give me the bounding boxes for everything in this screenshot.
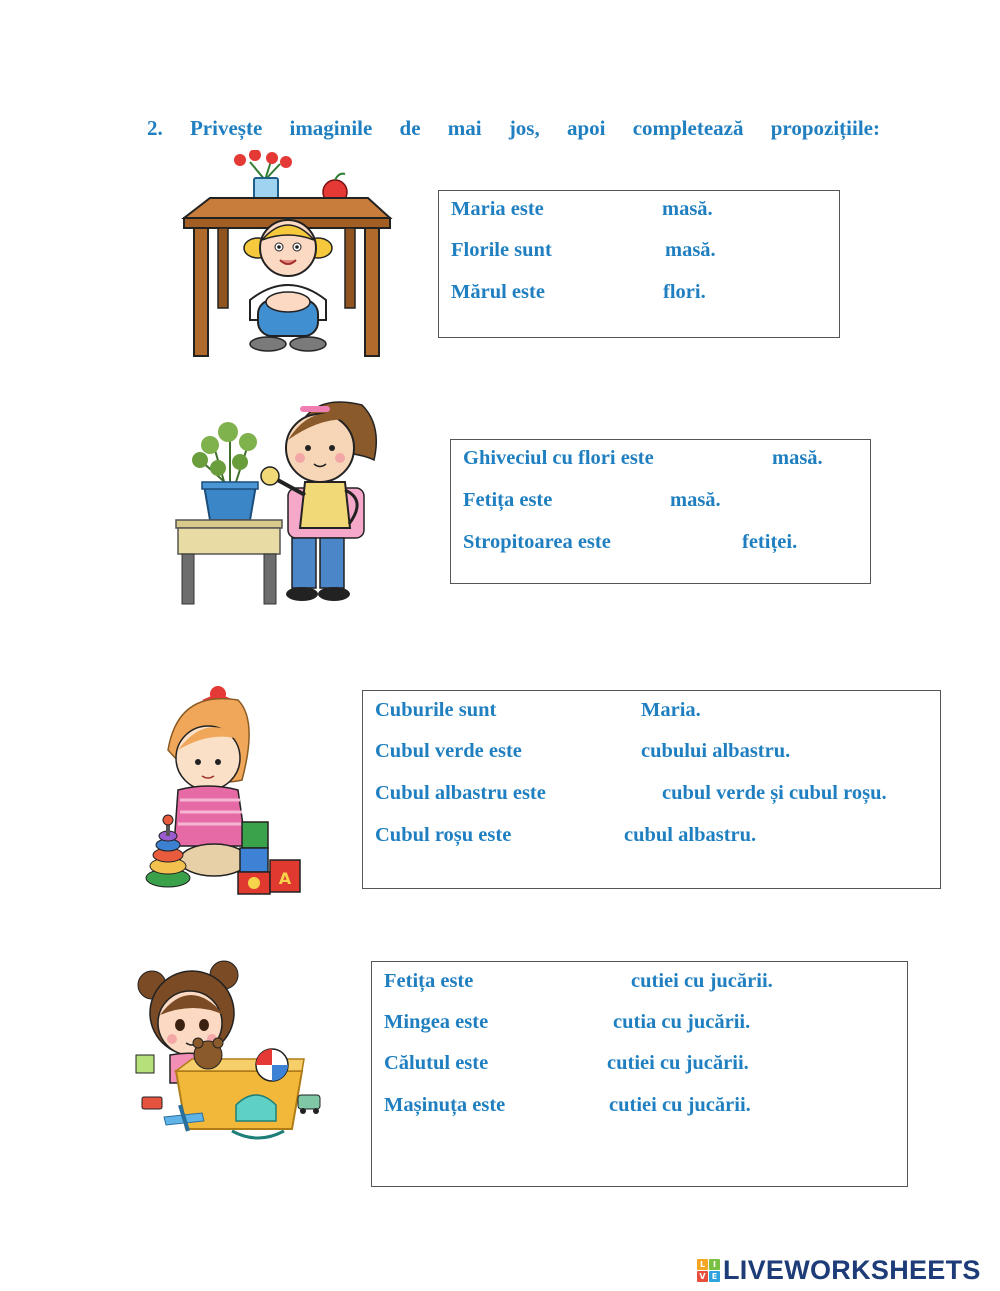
logo-block: V: [697, 1271, 708, 1282]
sentence-start: Maria este: [451, 198, 544, 220]
sentence-start: Mașinuța este: [384, 1094, 506, 1116]
instruction-word: apoi: [566, 116, 606, 140]
instruction-word: mai: [447, 116, 482, 140]
instruction-word: propozițiile:: [770, 116, 880, 140]
sentence-end: masă.: [670, 489, 721, 511]
logo-text: LIVEWORKSHEETS: [723, 1254, 981, 1285]
ball-icon: [256, 1049, 288, 1081]
girl-with-blocks-illustration: [138, 680, 308, 900]
teddy-bear-icon: [193, 1038, 223, 1069]
svg-text:A: A: [278, 869, 292, 888]
girl-under-table-illustration: [180, 150, 395, 360]
sentence-end: cutiei cu jucării.: [631, 970, 773, 992]
sentence-start: Cubul verde este: [375, 740, 522, 762]
sentence-end: cubul albastru.: [624, 824, 757, 846]
sentence-start: Mărul este: [451, 281, 545, 303]
sentence-end: flori.: [663, 281, 706, 303]
sentence-end: Maria.: [641, 699, 701, 721]
sentence-end: cutia cu jucării.: [613, 1011, 751, 1033]
instruction-word: completează: [632, 116, 744, 140]
toy-block-icon: [136, 1055, 162, 1109]
instruction-word: imaginile: [289, 116, 373, 140]
sentence-end: masă.: [665, 239, 716, 261]
sentence-end: cutiei cu jucării.: [609, 1094, 751, 1116]
sentence-start: Stropitoarea este: [463, 531, 611, 553]
sentence-start: Ghiveciul cu flori este: [463, 447, 654, 469]
sentence-end: masă.: [772, 447, 823, 469]
girl-figure: [168, 686, 249, 876]
toy-blocks-icon: [238, 822, 300, 894]
logo-block: E: [709, 1271, 720, 1282]
sentence-end: cutiei cu jucării.: [607, 1052, 749, 1074]
sentence-start: Fetița este: [463, 489, 553, 511]
sentence-start: Florile sunt: [451, 239, 552, 261]
instruction-word: de: [399, 116, 421, 140]
exercise-number: 2.: [147, 116, 163, 140]
sentence-start: Cuburile sunt: [375, 699, 497, 721]
liveworksheets-logo[interactable]: [697, 1253, 981, 1287]
sentence-start: Fetița este: [384, 970, 474, 992]
logo-blocks-icon: [697, 1259, 720, 1282]
sentence-end: cubul verde și cubul roșu.: [662, 782, 887, 804]
instruction-word: Privește: [189, 116, 263, 140]
sentence-start: Călutul este: [384, 1052, 489, 1074]
sentence-end: fetiței.: [742, 531, 798, 553]
instruction-word: jos,: [508, 116, 540, 140]
girl-with-toy-box-illustration: [132, 955, 327, 1145]
sentence-end: masă.: [662, 198, 713, 220]
exercise-instruction: [147, 116, 880, 141]
potted-plant-icon: [192, 422, 258, 520]
sentence-end: cubului albastru.: [641, 740, 791, 762]
toy-car-icon: [298, 1095, 320, 1114]
girl-figure: [244, 220, 332, 351]
logo-block: I: [709, 1259, 720, 1270]
girl-watering-plant-illustration: [170, 390, 385, 608]
sentence-start: Cubul roșu este: [375, 824, 512, 846]
logo-block: L: [697, 1259, 708, 1270]
flower-vase-icon: [234, 150, 292, 200]
sentence-start: Cubul albastru este: [375, 782, 546, 804]
sentence-start: Mingea este: [384, 1011, 489, 1033]
